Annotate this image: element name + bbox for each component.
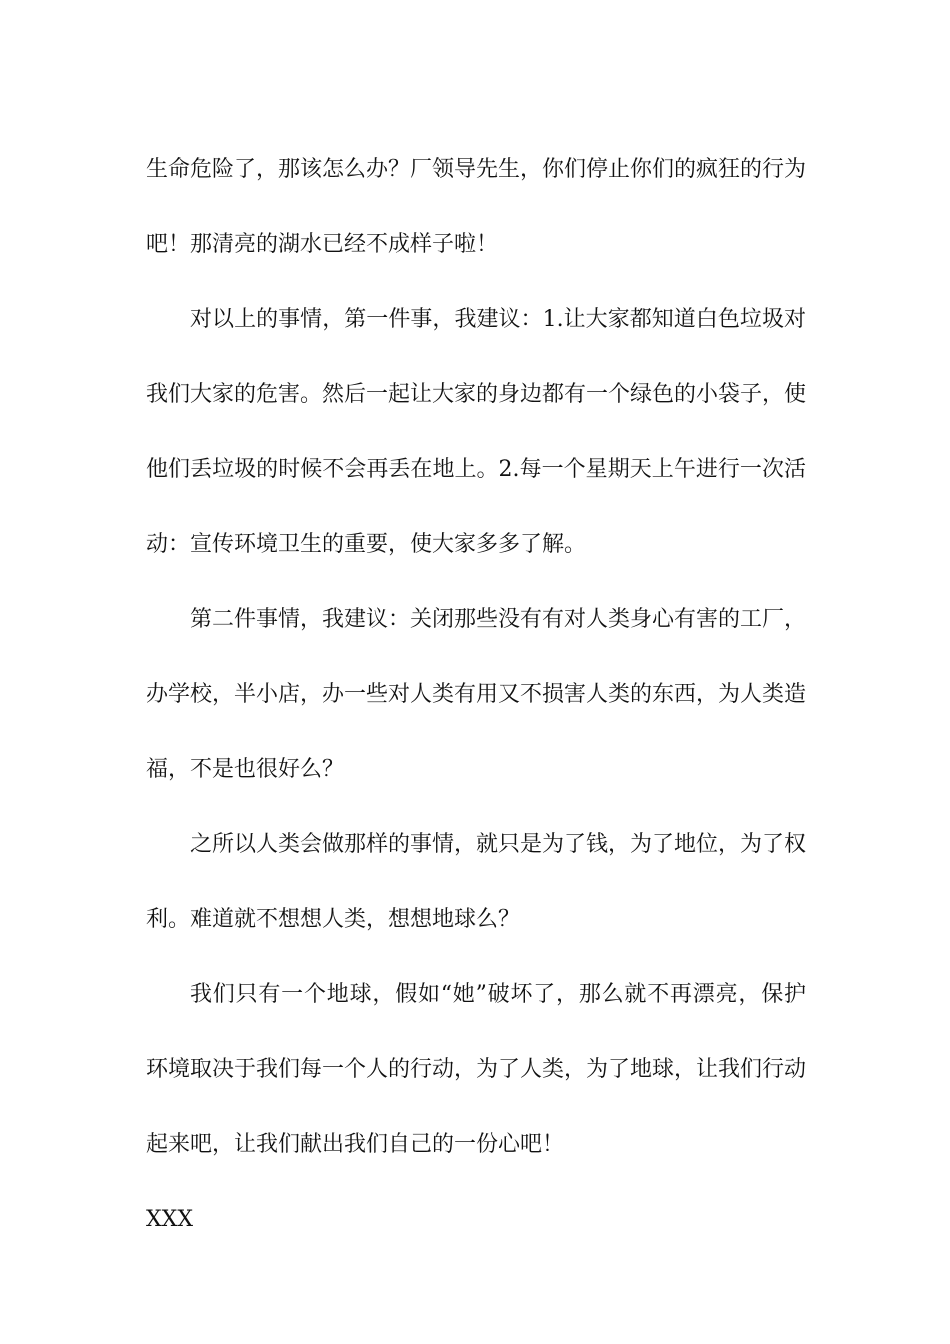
- signature: XXX: [146, 1207, 193, 1232]
- paragraph-3: 第二件事情，我建议：关闭那些没有有对人类身心有害的工厂，办学校，半小店，办一些对人类有用又不损害人类的东西，为人类造福，不是也很好么？: [146, 607, 807, 782]
- paragraph-2: 对以上的事情，第一件事，我建议：1.让大家都知道白色垃圾对我们大家的危害。然后一起让大家的身边都有一个绿色的小袋子，使他们丢垃圾的时候不会再丢在地上。2.每一个星期天上午进行一次活动：宣传环境卫生的重要，使大家多多了解。: [146, 307, 807, 557]
- paragraph-4: 之所以人类会做那样的事情，就只是为了钱，为了地位，为了权利。难道就不想想人类，想想地球么？: [146, 832, 807, 932]
- paragraph-1: 生命危险了，那该怎么办？厂领导先生，你们停止你们的疯狂的行为吧！那清亮的湖水已经不成样子啦！: [146, 157, 807, 257]
- paragraph-5: 我们只有一个地球，假如“她”破坏了，那么就不再漂亮，保护环境取决于我们每一个人的行动，为了人类，为了地球，让我们行动起来吧，让我们献出我们自己的一份心吧！: [146, 982, 807, 1157]
- document-body: [146, 132, 806, 1257]
